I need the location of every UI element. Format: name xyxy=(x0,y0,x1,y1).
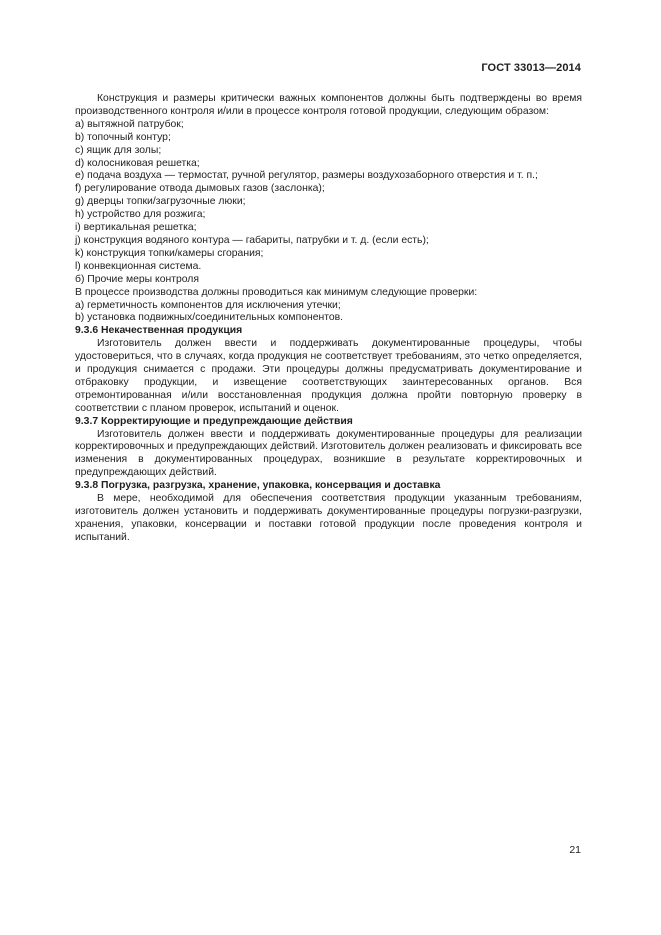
list-item-d: d) колосниковая решетка; xyxy=(75,157,200,169)
list-item-g: g) дверцы топки/загрузочные люки; xyxy=(75,196,246,208)
document-code: ГОСТ 33013—2014 xyxy=(481,62,581,74)
list-item-j: j) конструкция водяного контура — габариты, патрубки и т. д. (если есть); xyxy=(75,234,429,246)
list-item-b: b) топочный контур; xyxy=(75,131,171,143)
list-item-i: i) вертикальная решетка; xyxy=(75,222,197,234)
section-938-heading: 9.3.8 Погрузка, разгрузка, хранение, упаковка, консервация и доставка xyxy=(75,480,441,492)
section-936-text: Изготовитель должен ввести и поддерживать документированные процедуры, чтобы удостовериться, что в случаях, когда продукция не соответствует требованиям, это четко определяется, и продукция снимается с продажи. Эти процедуры должны предусматривать документирование и отбраковку продукции, и извещение соответствующих заинтересованных органов. Вся отремонтированная и/или восстановленная продукция должна пройти повторную проверку в соответствии с планом проверок, испытаний и оценок. xyxy=(75,338,582,414)
section-937-heading: 9.3.7 Корректирующие и предупреждающие действия xyxy=(75,415,353,427)
checks-intro: В процессе производства должны проводиться как минимум следующие проверки: xyxy=(75,286,478,298)
list-item-l: l) конвекционная система. xyxy=(75,260,202,272)
check-item-a: a) герметичность компонентов для исключения утечки; xyxy=(75,299,341,311)
list-item-a: a) вытяжной патрубок; xyxy=(75,118,184,130)
other-measures-subheading: б) Прочие меры контроля xyxy=(75,273,199,285)
list-item-h: h) устройство для розжига; xyxy=(75,209,206,221)
section-938-text: В мере, необходимой для обеспечения соответствия продукции указанным требованиям, изготовитель должен установить и поддерживать документированные процедуры погрузки-разгрузки, хранения, упаковки, консервации и поставки готовой продукции после проведения контроля и испытаний. xyxy=(75,493,582,543)
list-item-f: f) регулирование отвода дымовых газов (заслонка); xyxy=(75,183,325,195)
list-item-c: c) ящик для золы; xyxy=(75,144,162,156)
document-body xyxy=(75,93,582,545)
check-item-b: b) установка подвижных/соединительных компонентов. xyxy=(75,312,344,324)
intro-paragraph: Конструкция и размеры критически важных компонентов должны быть подтверждены во время производственного контроля и/или в процессе контроля готовой продукции, следующим образом: xyxy=(75,93,582,117)
list-item-e: e) подача воздуха — термостат, ручной регулятор, размеры воздухозаборного отверстия и т. п.; xyxy=(75,170,538,182)
section-936-heading: 9.3.6 Некачественная продукция xyxy=(75,325,243,337)
page-number: 21 xyxy=(569,844,581,856)
section-937-text: Изготовитель должен ввести и поддерживать документированные процедуры для реализации корректировочных и предупреждающих действий. Изготовитель должен реализовать и фиксировать все изменения в документированных процедурах, возникшие в результате корректировочных и предупреждающих действий. xyxy=(75,428,582,479)
list-item-k: k) конструкция топки/камеры сгорания; xyxy=(75,247,264,259)
